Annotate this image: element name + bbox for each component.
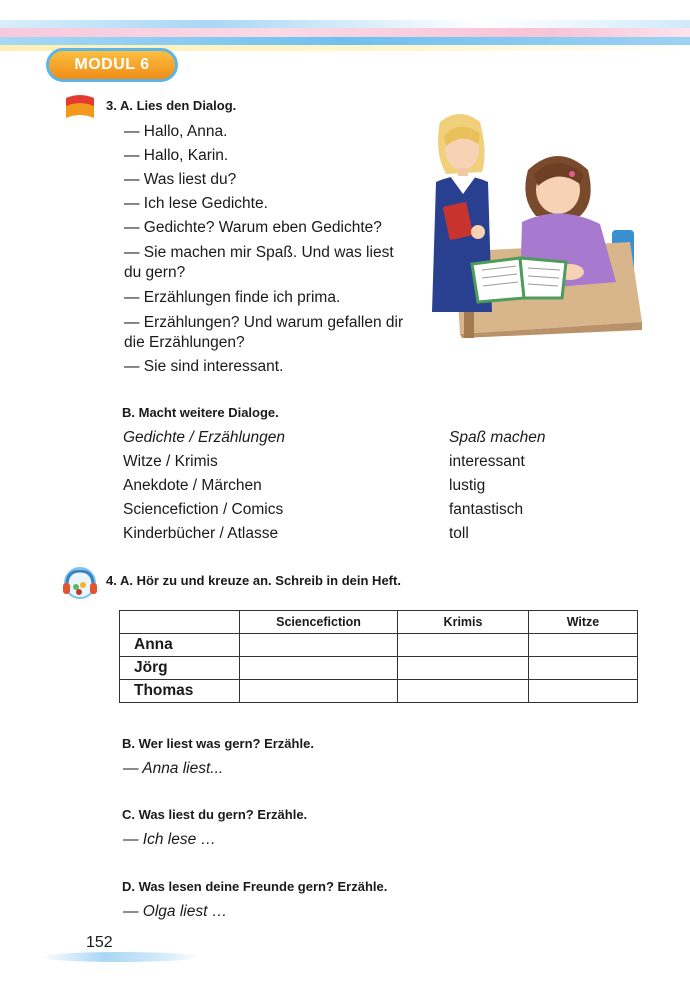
table-cell <box>529 657 638 680</box>
option-left: Kinderbücher / Atlasse <box>123 525 279 542</box>
table-row <box>120 634 638 657</box>
listening-table <box>119 610 638 703</box>
option-right: Spaß machen <box>449 429 546 446</box>
option-left: Sciencefiction / Comics <box>123 501 284 518</box>
dialog-line: — Hallo, Karin. <box>124 147 229 164</box>
girls-reading-illustration <box>420 112 642 338</box>
option-left: Gedichte / Erzählungen <box>123 429 285 446</box>
option-right: toll <box>449 525 469 542</box>
header-stripe-1 <box>0 20 690 28</box>
table-cell <box>398 634 529 657</box>
ex4d-line: — Olga liest … <box>123 903 228 920</box>
dialog-line: — Gedichte? Warum eben Gedichte? <box>124 219 382 236</box>
row-name: Jörg <box>120 657 240 680</box>
ex4-heading: 4. A. Hör zu und kreuze an. Schreib in dein Heft. <box>106 573 401 588</box>
reading-icon <box>62 92 98 122</box>
table-row <box>120 680 638 703</box>
table-cell <box>529 680 638 703</box>
ex4b-heading: B. Wer liest was gern? Erzähle. <box>122 736 314 751</box>
table-row <box>120 657 638 680</box>
dialog-line: — Ich lese Gedichte. <box>124 195 268 212</box>
dialog-line: — Sie machen mir Spaß. Und was liest du gern? <box>124 244 394 281</box>
option-right: fantastisch <box>449 501 524 518</box>
option-left: Witze / Krimis <box>123 453 218 470</box>
table-cell <box>529 634 638 657</box>
table-cell <box>398 657 529 680</box>
table-header-cell <box>120 611 240 634</box>
option-right: interessant <box>449 453 525 470</box>
header-stripe-3 <box>0 37 690 45</box>
ex4c-line: — Ich lese … <box>123 831 217 848</box>
module-badge: MODUL 6 <box>46 48 178 82</box>
table-header-cell: Sciencefiction <box>240 611 398 634</box>
option-left: Anekdote / Märchen <box>123 477 262 494</box>
headphones-icon <box>58 565 102 601</box>
table-cell <box>240 634 398 657</box>
ex3b-heading: B. Macht weitere Dialoge. <box>122 405 279 420</box>
bottom-swoosh <box>40 952 200 962</box>
table-cell <box>398 680 529 703</box>
table-cell <box>240 680 398 703</box>
table-header-cell: Krimis <box>398 611 529 634</box>
ex4b-line: — Anna liest... <box>123 760 224 777</box>
table-cell <box>240 657 398 680</box>
dialog-line: — Was liest du? <box>124 171 237 188</box>
dialog-line: — Hallo, Anna. <box>124 123 228 140</box>
header-stripe-2 <box>0 28 690 37</box>
option-right: lustig <box>449 477 486 494</box>
dialog-line: — Erzählungen? Und warum gefallen dir die Erzählungen? <box>124 314 404 351</box>
dialog-line: — Erzählungen finde ich prima. <box>124 289 341 306</box>
dialog-line: — Sie sind interessant. <box>124 358 284 375</box>
row-name: Thomas <box>120 680 240 703</box>
table-header-row <box>120 611 638 634</box>
ex4d-heading: D. Was lesen deine Freunde gern? Erzähle. <box>122 879 388 894</box>
ex4c-heading: C. Was liest du gern? Erzähle. <box>122 807 308 822</box>
ex3-heading: 3. A. Lies den Dialog. <box>106 98 237 113</box>
page-number: 152 <box>86 934 113 951</box>
row-name: Anna <box>120 634 240 657</box>
table-header-cell: Witze <box>529 611 638 634</box>
